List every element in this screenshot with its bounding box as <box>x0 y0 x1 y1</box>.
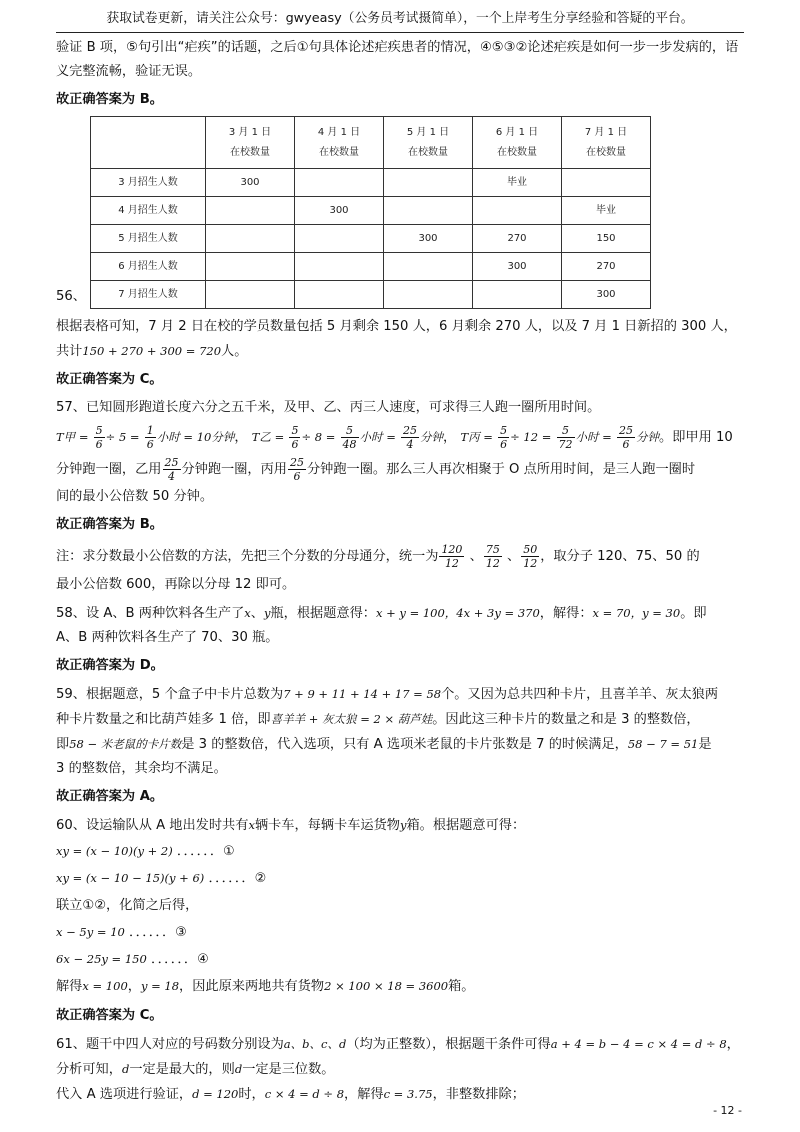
q56-number: 56、 <box>56 289 86 304</box>
q61-line2: 分析可知，d一定是最大的，则d一定是三位数。 <box>56 1062 335 1077</box>
frac: $\frac{5}{6}$ <box>291 423 299 451</box>
table-cell <box>206 281 295 309</box>
table-row <box>91 253 651 281</box>
table-cell: 4 月招生人数 <box>91 197 206 225</box>
q56-text-b <box>56 339 746 364</box>
q56-formula: 150 + 270 + 300 = 720 <box>82 344 222 358</box>
table-cell <box>562 169 651 197</box>
q60-eq4: 6x − 25y = 150 ．．．．．．④ <box>56 952 209 967</box>
table-row <box>91 197 651 225</box>
t-jia: T甲 = <box>56 430 89 444</box>
q57-note-c: 最小公倍数 600，再除以分母 12 即可。 <box>56 577 296 592</box>
table-cell: 6 月招生人数 <box>91 253 206 281</box>
table-cell <box>206 197 295 225</box>
q56-answer: 故正确答案为 C。 <box>56 372 163 387</box>
table-header-row <box>91 117 651 169</box>
table-row <box>91 169 651 197</box>
q61-line1: 61、题干中四人对应的号码数分别设为a、b、c、d（均为正整数），根据题干条件可得a + 4 = b − 4 = c × 4 = d ÷ 8， <box>56 1037 740 1052</box>
q57-tail: 。即甲用 10 <box>659 430 733 445</box>
table-cell: 7 月招生人数 <box>91 281 206 309</box>
q57-intro: 57、已知圆形跑道长度六分之五千米，及甲、乙、丙三人速度，可求得三人跑一圈所用时间。 <box>56 400 601 415</box>
table-cell: 毕业 <box>473 169 562 197</box>
unit-min: 分钟 <box>420 430 444 444</box>
q59-line3: 即58 − 米老鼠的卡片数是 3 的整数倍，代入选项，只有 A 选项米老鼠的卡片张数是 7 的时候满足，58 − 7 = 51是 <box>56 737 712 752</box>
table-cell <box>295 281 384 309</box>
frac: $\frac{5}{48}$ <box>342 423 357 451</box>
table-cell <box>206 253 295 281</box>
page-number: - 12 - <box>713 1104 742 1117</box>
frac: $\frac{5}{72}$ <box>558 423 573 451</box>
table-cell: 300 <box>295 197 384 225</box>
frac: $\frac{25}{6}$ <box>619 423 634 451</box>
table-cell: 3 月 1 日 在校数量 <box>206 117 295 169</box>
q60-answer: 故正确答案为 C。 <box>56 1008 163 1023</box>
page-content <box>56 36 746 1107</box>
table-cell: 300 <box>473 253 562 281</box>
q56-text-b2: 人。 <box>221 344 248 359</box>
table-cell <box>473 281 562 309</box>
table-cell <box>384 253 473 281</box>
q56-table <box>90 116 651 309</box>
frac: $\frac{1}{6}$ <box>146 423 154 451</box>
frac: $\frac{5}{6}$ <box>95 423 103 451</box>
frac: $\frac{25}{6}$ <box>290 455 304 483</box>
table-cell <box>384 281 473 309</box>
q60-eq2: xy = (x − 10 − 15)(y + 6) ．．．．．．② <box>56 871 267 886</box>
table-cell: 毕业 <box>562 197 651 225</box>
table-cell: 5 月招生人数 <box>91 225 206 253</box>
q55-text: 验证 B 项，⑤句引出“疟疾”的话题，之后①句具体论述疟疾患者的情况，④⑤③②论述疟疾是如何一步一步发病的，语义完整流畅，验证无误。 <box>56 40 739 79</box>
unit-min2: 分钟 <box>636 430 660 444</box>
q56-text-b1: 共计 <box>56 344 83 359</box>
frac: $\frac{75}{12}$ <box>485 542 500 570</box>
div-12: ÷ 12 = <box>510 430 552 444</box>
q60-line1: 60、设运输队从 A 地出发时共有x辆卡车，每辆卡车运货物y箱。根据题意可得： <box>56 818 526 833</box>
table-cell: 270 <box>473 225 562 253</box>
table-cell: 270 <box>562 253 651 281</box>
q57-line2: 分钟跑一圈，乙用 $\frac{25}{4}$ 分钟跑一圈，丙用 $\frac{25}{6}$ 分钟跑一圈。那么三人再次相聚于 O 点所用时间，是三人跑一圈时 <box>56 455 696 483</box>
table-cell <box>295 169 384 197</box>
q58-line1: 58、设 A、B 两种饮料各生产了x、y瓶，根据题意得：x + y = 100，4x + 3y = 370，解得：x = 70，y = 30。即 <box>56 606 707 621</box>
q60-eq1: xy = (x − 10)(y + 2) ．．．．．．① <box>56 844 235 859</box>
q59-answer: 故正确答案为 A。 <box>56 789 164 804</box>
table-cell: 300 <box>562 281 651 309</box>
table-cell <box>295 225 384 253</box>
q58-answer: 故正确答案为 D。 <box>56 658 164 673</box>
table-cell: 5 月 1 日 在校数量 <box>384 117 473 169</box>
frac: $\frac{120}{12}$ <box>441 542 463 570</box>
q57-note: 注：求分数最小公倍数的方法，先把三个分数的分母通分，统一为 $\frac{120}{12}$ 、 $\frac{75}{12}$ 、 $\frac{50}{12}$ ，取分子 120、75、50 的 <box>56 542 700 570</box>
q60-eq3: x − 5y = 10 ．．．．．．③ <box>56 925 187 940</box>
q55-answer: 故正确答案为 B。 <box>56 92 163 107</box>
q61-line3: 代入 A 选项进行验证，d = 120时，c × 4 = d ÷ 8，解得c = 3.75，非整数排除； <box>56 1087 525 1102</box>
frac: $\frac{25}{4}$ <box>164 455 179 483</box>
q58-line2: A、B 两种饮料各生产了 70、30 瓶。 <box>56 630 279 645</box>
q59-line1: 59、根据题意，5 个盒子中卡片总数为7 + 9 + 11 + 14 + 17 = 58个。又因为总共四种卡片，且喜羊羊、灰太狼两 <box>56 687 719 702</box>
mid-yi: 小时 = <box>359 430 396 444</box>
q57-answer: 故正确答案为 B。 <box>56 517 163 532</box>
frac: $\frac{50}{12}$ <box>523 542 538 570</box>
q59-line2: 种卡片数量之和比葫芦娃多 1 倍，即喜羊羊 + 灰太狼 = 2 × 葫芦娃。因此这三种卡片的数量之和是 3 的整数倍， <box>56 712 700 727</box>
div-5: ÷ 5 = <box>105 430 140 444</box>
table-row <box>91 281 651 309</box>
table-cell: 6 月 1 日 在校数量 <box>473 117 562 169</box>
table-cell <box>295 253 384 281</box>
table-cell <box>91 117 206 169</box>
page-header: 获取试卷更新，请关注公众号：gwyeasy（公务员考试摄简单），一个上岸考生分享经验和答疑的平台。 <box>56 8 744 33</box>
table-cell <box>384 169 473 197</box>
q59-line4: 3 的整数倍，其余均不满足。 <box>56 761 227 776</box>
frac: $\frac{25}{4}$ <box>403 423 418 451</box>
table-cell: 7 月 1 日 在校数量 <box>562 117 651 169</box>
table-cell: 150 <box>562 225 651 253</box>
eq-jia-end: 小时 = 10分钟 <box>156 430 235 444</box>
table-cell <box>384 197 473 225</box>
table-cell: 4 月 1 日 在校数量 <box>295 117 384 169</box>
q57-line3: 间的最小公倍数 50 分钟。 <box>56 489 214 504</box>
q56-table-row <box>56 116 746 309</box>
table-cell <box>206 225 295 253</box>
table-row <box>91 225 651 253</box>
q56-text-a: 根据表格可知，7 月 2 日在校的学员数量包括 5 月剩余 150 人，6 月剩余 270 人，以及 7 月 1 日新招的 300 人， <box>56 319 737 334</box>
table-cell: 3 月招生人数 <box>91 169 206 197</box>
table-cell: 300 <box>384 225 473 253</box>
q60-line4: 联立①②，化简之后得， <box>56 898 199 913</box>
q57-equations: T甲 = $\frac{5}{6}$ ÷ 5 = $\frac{1}{6}$ 小时 = 10分钟， T乙 = $\frac{5}{6}$ ÷ 8 = $\frac{5}{48}$ 小时 = $\frac{25}{4}$ 分钟， T丙 = $\frac{5}{6}$ ÷ 12 = $\frac{5}{72}$ 小时 = $\frac{25}{6}$ 分钟。即甲用 10 <box>56 423 733 451</box>
mid-bing: 小时 = <box>575 430 612 444</box>
q60-solution: 解得x = 100，y = 18，因此原来两地共有货物2 × 100 × 18 = 3600箱。 <box>56 979 475 994</box>
table-cell <box>473 197 562 225</box>
frac: $\frac{5}{6}$ <box>500 423 508 451</box>
t-bing: T丙 = <box>460 430 493 444</box>
table-cell: 300 <box>206 169 295 197</box>
div-8: ÷ 8 = <box>301 430 336 444</box>
t-yi: T乙 = <box>251 430 285 444</box>
